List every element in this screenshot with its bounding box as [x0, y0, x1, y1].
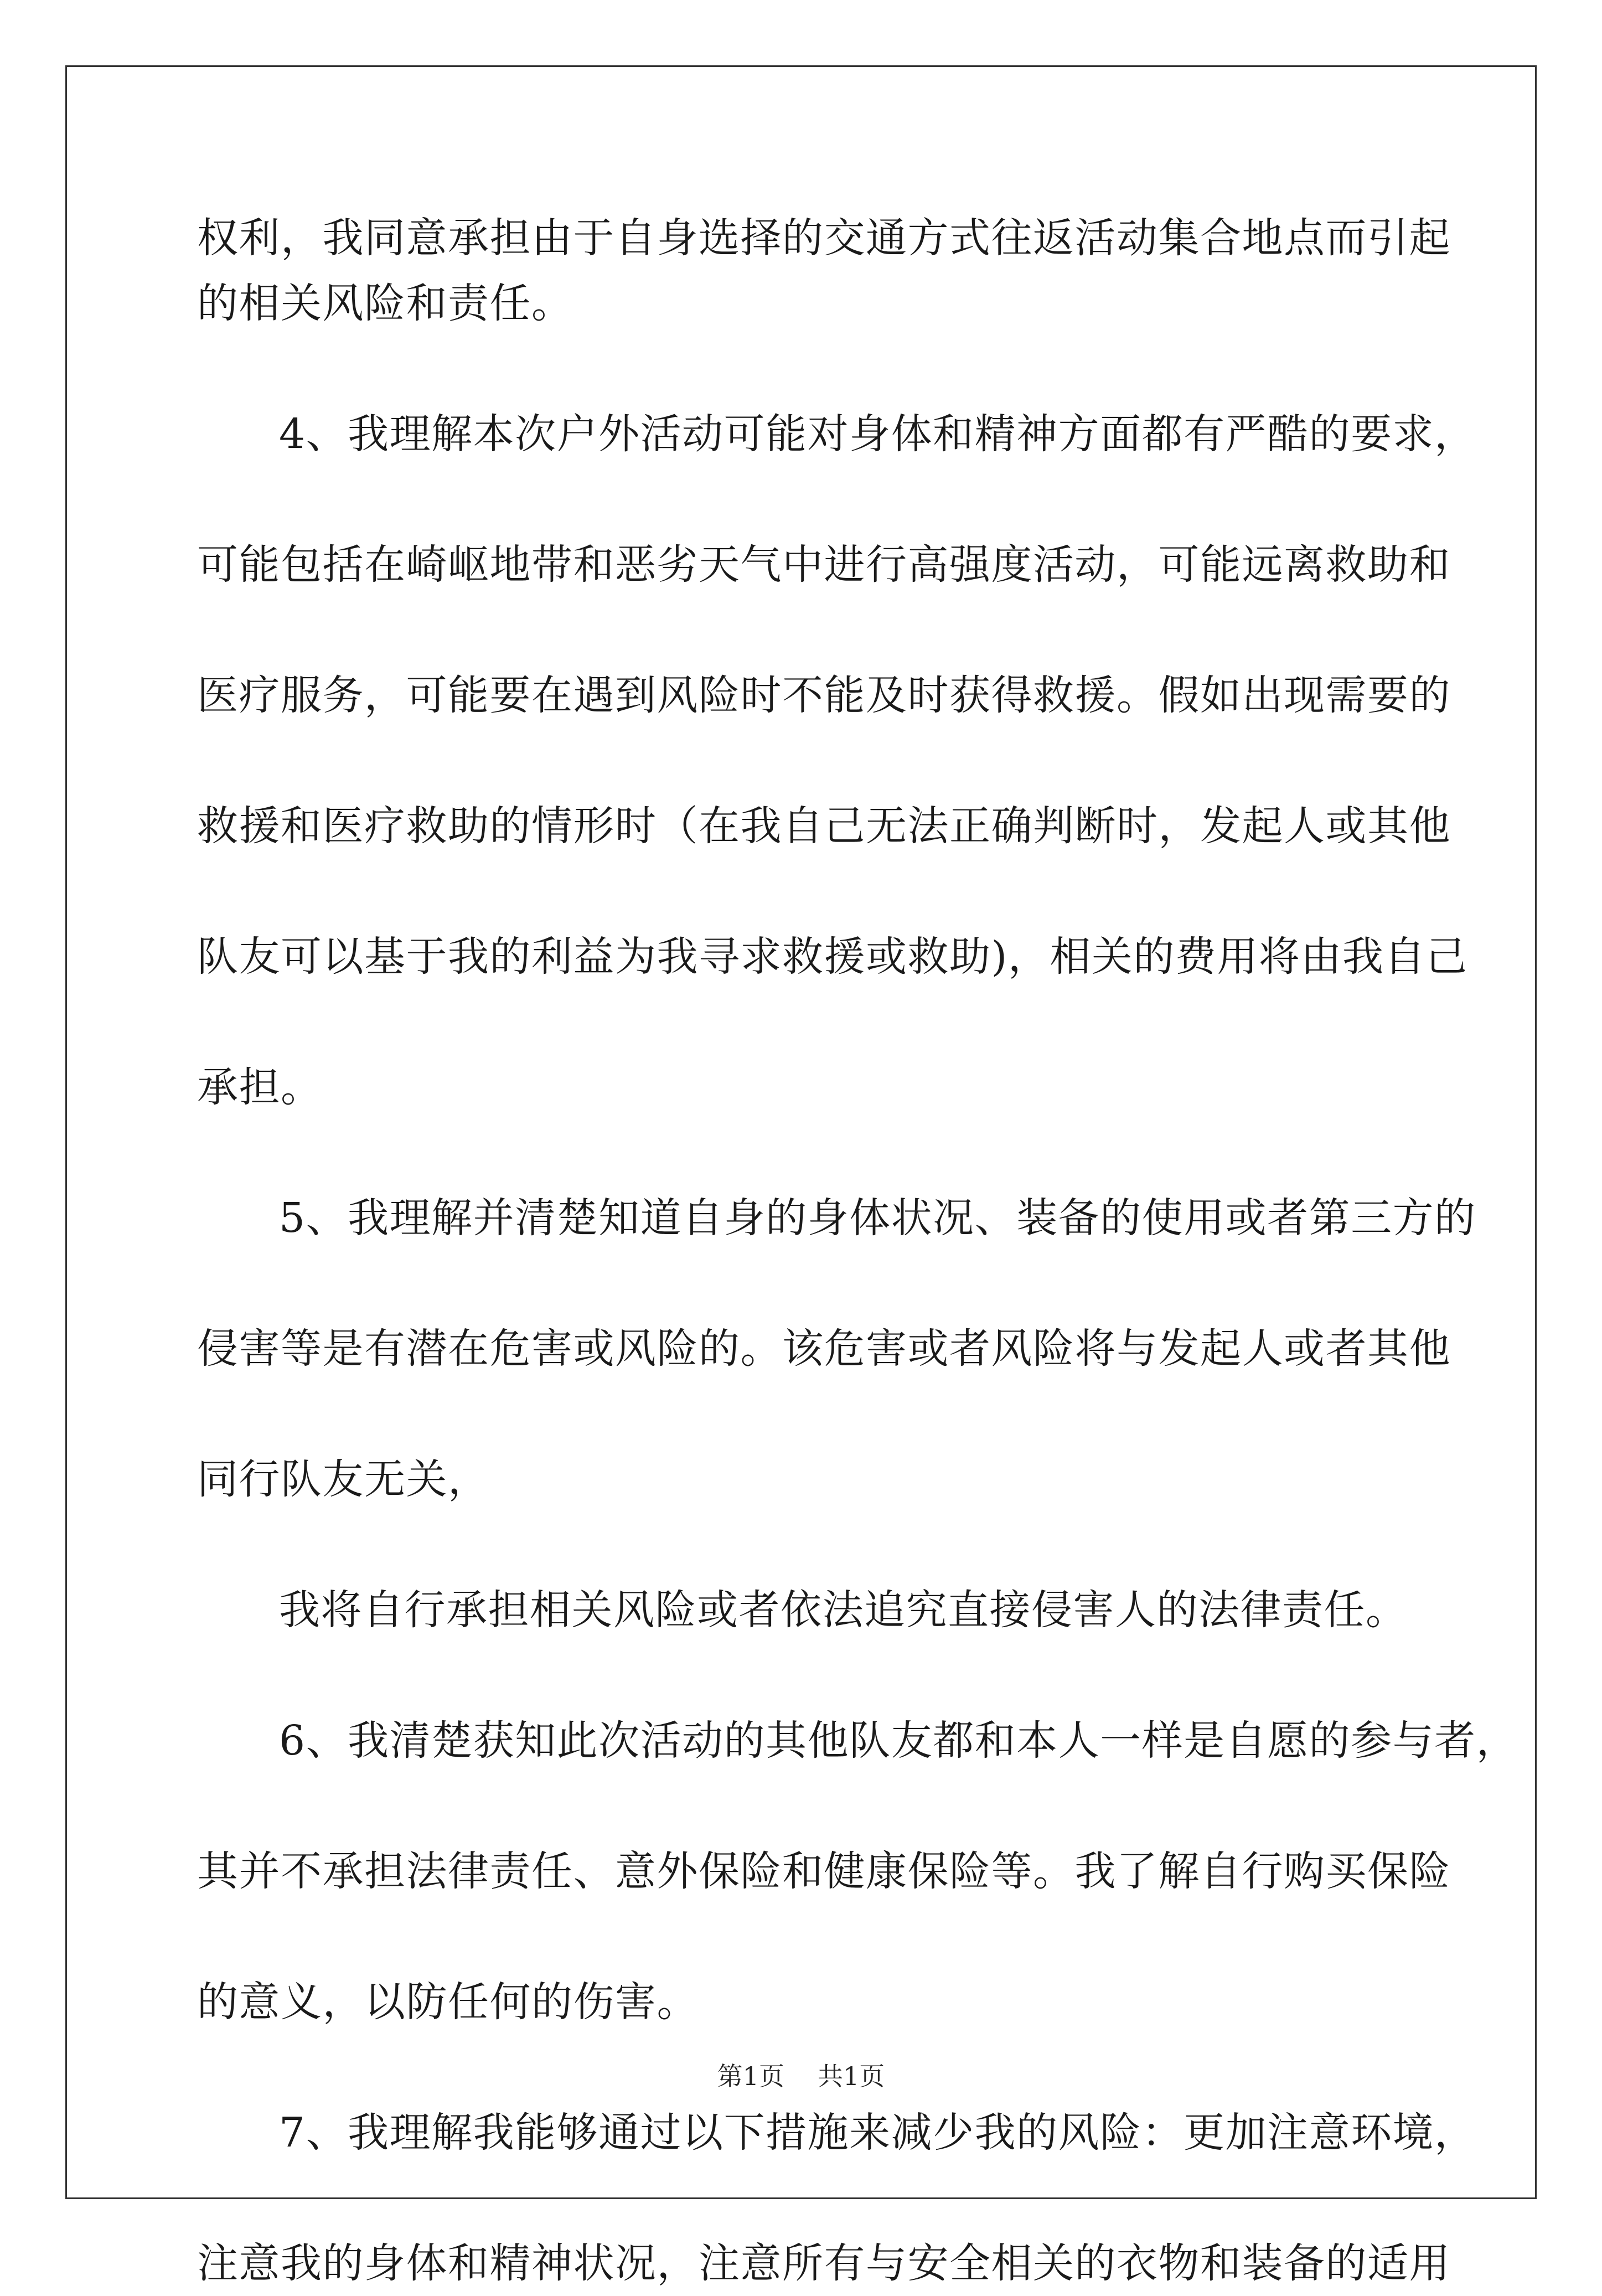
- paragraph-5-start: 5、我理解并清楚知道自身的身体状况、装备的使用或者第三方的: [279, 1194, 1476, 1242]
- paragraph-5b: 我将自行承担相关风险或者依法追究直接侵害人的法律责任。: [279, 1586, 1408, 1634]
- body-line: 医疗服务，可能要在遇到风险时不能及时获得救援。假如出现需要的: [197, 672, 1451, 719]
- body-line: 同行队友无关，: [197, 1456, 490, 1503]
- page-footer: [0, 2060, 1602, 2093]
- paragraph-4-start: 4、我理解本次户外活动可能对身体和精神方面都有严酷的要求，: [279, 410, 1476, 458]
- body-line: 的相关风险和责任。: [197, 280, 573, 327]
- body-line: 可能包括在崎岖地带和恶劣天气中进行高强度活动，可能远离救助和: [197, 541, 1451, 589]
- paragraph-6-start: 6、我清楚获知此次活动的其他队友都和本人一样是自愿的参与者，: [279, 1717, 1518, 1764]
- body-line: 其并不承担法律责任、意外保险和健康保险等。我了解自行购买保险: [197, 1848, 1451, 1895]
- page-number-total: 共1页: [818, 2061, 885, 2091]
- paragraph-7-start: 7、我理解我能够通过以下措施来减少我的风险：更加注意环境，: [279, 2109, 1476, 2156]
- document-body: [197, 205, 1518, 2296]
- page-number-current: 第1页: [717, 2061, 784, 2091]
- body-line: 救援和医疗救助的情形时（在我自己无法正确判断时，发起人或其他: [197, 802, 1451, 850]
- body-line: 注意我的身体和精神状况，注意所有与安全相关的衣物和装备的适用: [197, 2240, 1451, 2287]
- body-line: 权利，我同意承担由于自身选择的交通方式往返活动集合地点而引起: [197, 214, 1451, 262]
- body-line: 承担。: [197, 1064, 323, 1111]
- body-line: 队友可以基于我的利益为我寻求救援或救助)，相关的费用将由我自己: [197, 933, 1468, 981]
- body-line: 侵害等是有潜在危害或风险的。该危害或者风险将与发起人或者其他: [197, 1325, 1451, 1373]
- body-line: 的意义，以防任何的伤害。: [197, 1978, 699, 2026]
